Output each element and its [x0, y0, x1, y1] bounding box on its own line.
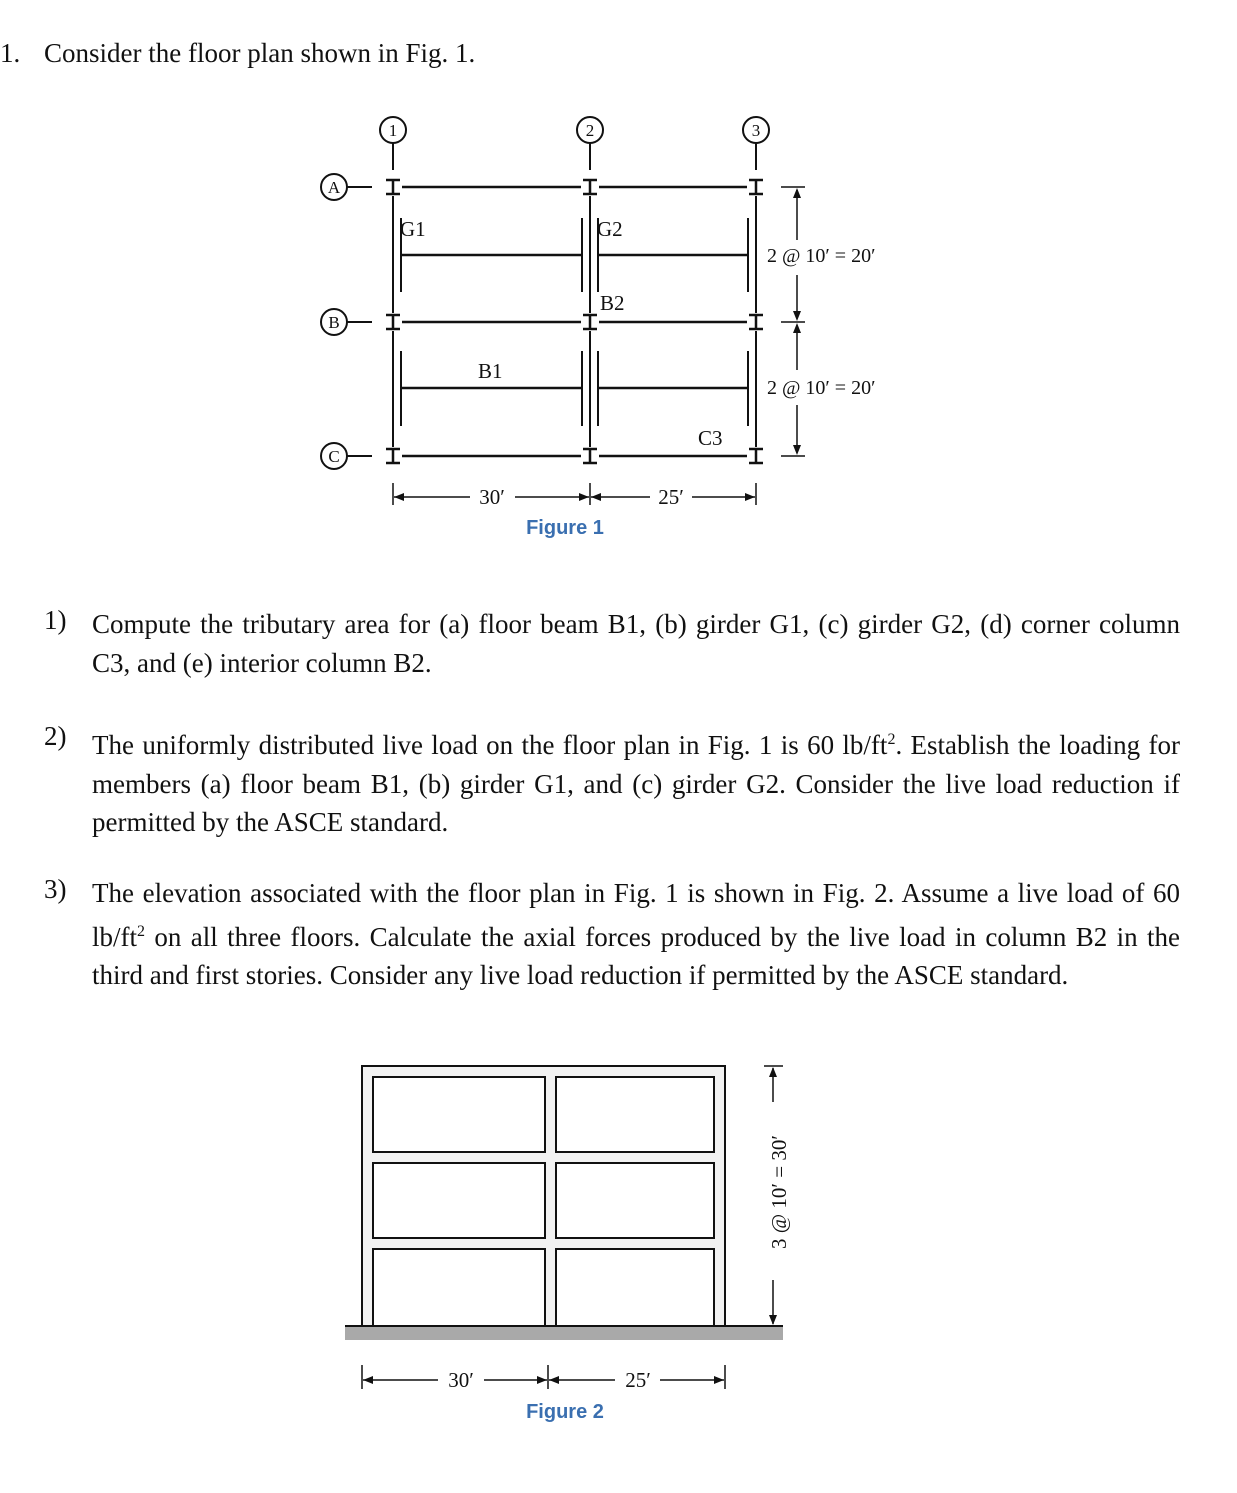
label-g2: G2	[597, 217, 623, 241]
grid-label-1: 1	[388, 121, 398, 140]
fig2-dim-right-span: 25′	[625, 1368, 651, 1392]
problem-number: 1.	[0, 38, 21, 68]
question-3-number: 3)	[44, 874, 67, 904]
dim-upper-bay: 2 @ 10′ = 20′	[767, 245, 876, 267]
question-2-text-b: . Establish the loading for members (a) floor beam B1, (b) girder G1, and (c) girder G2. Consider the live load reduction if permitted by the ASCE standard.	[92, 730, 1181, 837]
question-1-number: 1)	[44, 605, 67, 635]
question-2-number: 2)	[44, 721, 67, 751]
label-b2: B2	[600, 291, 625, 315]
question-3-superscript: 2	[137, 922, 145, 940]
grid-label-b: B	[328, 313, 340, 332]
problem-intro: Consider the floor plan shown in Fig. 1.	[44, 38, 476, 68]
ground	[345, 1326, 783, 1340]
figure-2-elevation	[0, 1055, 1237, 1435]
fig2-dim-left-span: 30′	[448, 1368, 474, 1392]
grid-label-3: 3	[751, 121, 761, 140]
dim-right-span: 25′	[658, 485, 684, 509]
figure-1-caption: Figure 1	[526, 517, 604, 539]
figure-1-floor-plan	[0, 100, 1237, 550]
question-2-text	[92, 721, 1180, 842]
dim-lower-bay: 2 @ 10′ = 20′	[767, 377, 876, 399]
grid-label-a: A	[327, 178, 341, 197]
dim-left-span: 30′	[479, 485, 505, 509]
label-b1: B1	[478, 359, 503, 383]
label-c3: C3	[698, 426, 723, 450]
label-g1: G1	[400, 217, 426, 241]
frame-bays	[373, 1077, 714, 1326]
question-3-text	[92, 874, 1180, 995]
question-1-text: Compute the tributary area for (a) floor beam B1, (b) girder G1, (c) girder G2, (d) corner column C3, and (e) interior column B2.	[92, 609, 1180, 678]
question-3-text-b: on all three floors. Calculate the axial forces produced by the live load in column B2 in the third and first stories. Consider any live load reduction if permitted by the ASCE standard.	[92, 921, 1180, 990]
grid-label-2: 2	[585, 121, 595, 140]
dim-height: 3 @ 10′ = 30′	[767, 1135, 791, 1249]
grid-label-c: C	[328, 447, 340, 466]
question-2-superscript: 2	[887, 731, 896, 748]
figure-2-caption: Figure 2	[526, 1401, 604, 1423]
question-2-text-a: The uniformly distributed live load on the floor plan in Fig. 1 is 60 lb/ft	[92, 730, 888, 760]
question-3-text-a: The elevation associated with the floor plan in Fig. 1 is shown in Fig. 2. Assume a live load of 60 lb/ft	[92, 878, 1180, 952]
